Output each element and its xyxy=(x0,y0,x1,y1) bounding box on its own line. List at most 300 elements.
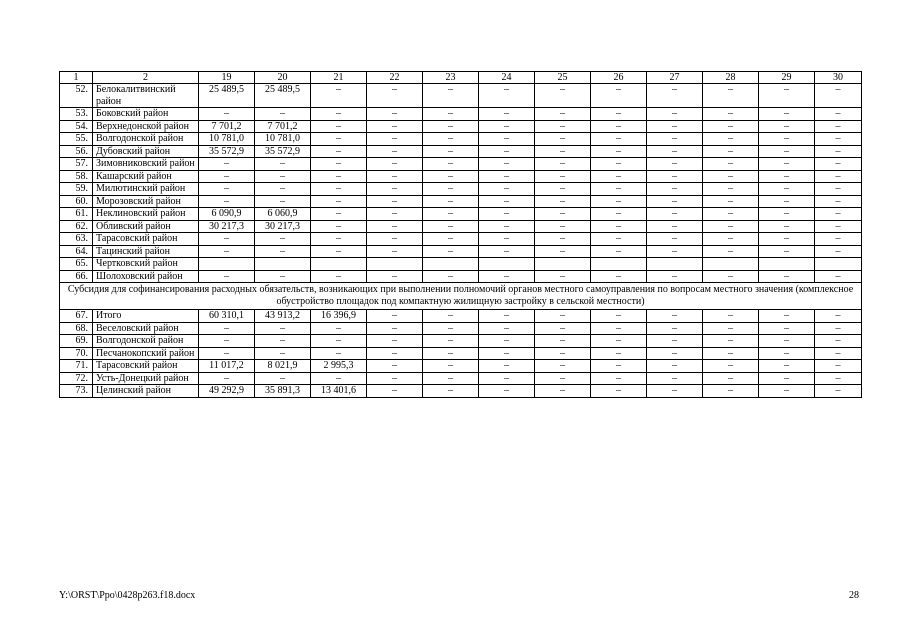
value-cell: 30 217,3 xyxy=(255,220,311,233)
value-cell: – xyxy=(367,133,423,146)
table-row xyxy=(60,120,862,133)
value-cell: – xyxy=(479,170,535,183)
value-cell: 10 781,0 xyxy=(255,133,311,146)
value-cell: 7 701,2 xyxy=(199,120,255,133)
table-row xyxy=(60,372,862,385)
value-cell: – xyxy=(647,385,703,398)
value-cell: – xyxy=(703,335,759,348)
district-name: Тарасовский район xyxy=(93,233,199,246)
value-cell: 25 489,5 xyxy=(199,84,255,108)
value-cell: – xyxy=(759,170,815,183)
value-cell xyxy=(647,258,703,271)
value-cell: – xyxy=(591,310,647,323)
value-cell: – xyxy=(479,360,535,373)
value-cell: – xyxy=(759,270,815,283)
district-name: Волгодонской район xyxy=(93,335,199,348)
value-cell: – xyxy=(591,84,647,108)
value-cell: – xyxy=(703,233,759,246)
value-cell: – xyxy=(367,347,423,360)
value-cell: – xyxy=(759,183,815,196)
district-name: Тарасовский район xyxy=(93,360,199,373)
value-cell: – xyxy=(535,360,591,373)
value-cell: – xyxy=(759,372,815,385)
value-cell: – xyxy=(199,158,255,171)
value-cell: – xyxy=(423,133,479,146)
value-cell: – xyxy=(815,360,862,373)
value-cell: – xyxy=(759,133,815,146)
value-cell: – xyxy=(591,183,647,196)
table-row xyxy=(60,385,862,398)
value-cell: – xyxy=(591,233,647,246)
value-cell: – xyxy=(815,372,862,385)
value-cell xyxy=(311,258,367,271)
page-number: 28 xyxy=(849,590,859,601)
row-number: 62. xyxy=(60,220,93,233)
value-cell: – xyxy=(367,120,423,133)
row-number: 57. xyxy=(60,158,93,171)
value-cell: – xyxy=(815,158,862,171)
table-row xyxy=(60,347,862,360)
column-header: 25 xyxy=(535,72,591,84)
district-name: Веселовский район xyxy=(93,322,199,335)
table-row xyxy=(60,335,862,348)
data-table xyxy=(59,71,862,398)
value-cell: – xyxy=(255,108,311,121)
value-cell: – xyxy=(647,84,703,108)
table-body xyxy=(60,72,862,398)
value-cell: – xyxy=(703,145,759,158)
value-cell: – xyxy=(199,347,255,360)
row-number: 67. xyxy=(60,310,93,323)
value-cell: – xyxy=(311,133,367,146)
value-cell: – xyxy=(423,270,479,283)
value-cell: – xyxy=(647,335,703,348)
value-cell: – xyxy=(479,183,535,196)
value-cell xyxy=(423,258,479,271)
column-header: 19 xyxy=(199,72,255,84)
value-cell: – xyxy=(591,347,647,360)
value-cell: – xyxy=(367,245,423,258)
value-cell: – xyxy=(535,220,591,233)
table-row xyxy=(60,84,862,108)
table-row xyxy=(60,322,862,335)
value-cell: – xyxy=(367,84,423,108)
value-cell: – xyxy=(591,170,647,183)
row-number: 69. xyxy=(60,335,93,348)
value-cell: – xyxy=(367,158,423,171)
value-cell: – xyxy=(423,183,479,196)
value-cell: – xyxy=(367,335,423,348)
value-cell: – xyxy=(703,120,759,133)
value-cell: 35 572,9 xyxy=(255,145,311,158)
value-cell: – xyxy=(255,270,311,283)
district-name: Волгодонской район xyxy=(93,133,199,146)
value-cell: – xyxy=(815,195,862,208)
value-cell: – xyxy=(367,233,423,246)
value-cell: – xyxy=(535,347,591,360)
value-cell: – xyxy=(311,183,367,196)
value-cell: – xyxy=(367,183,423,196)
value-cell: – xyxy=(647,322,703,335)
value-cell: – xyxy=(199,170,255,183)
value-cell: – xyxy=(591,120,647,133)
value-cell: – xyxy=(815,233,862,246)
table-row xyxy=(60,183,862,196)
value-cell: – xyxy=(703,372,759,385)
value-cell: – xyxy=(535,245,591,258)
value-cell: – xyxy=(423,347,479,360)
district-name: Неклиновский район xyxy=(93,208,199,221)
value-cell: – xyxy=(479,322,535,335)
value-cell: – xyxy=(647,183,703,196)
column-header: 2 xyxy=(93,72,199,84)
value-cell: – xyxy=(815,385,862,398)
value-cell: – xyxy=(815,335,862,348)
value-cell: – xyxy=(423,84,479,108)
value-cell: – xyxy=(255,245,311,258)
value-cell: – xyxy=(535,335,591,348)
row-number: 55. xyxy=(60,133,93,146)
value-cell: – xyxy=(703,270,759,283)
row-number: 68. xyxy=(60,322,93,335)
value-cell: – xyxy=(535,385,591,398)
value-cell: – xyxy=(535,233,591,246)
district-name: Морозовский район xyxy=(93,195,199,208)
value-cell: – xyxy=(703,385,759,398)
value-cell: – xyxy=(423,158,479,171)
value-cell: – xyxy=(535,270,591,283)
value-cell: – xyxy=(815,347,862,360)
row-number: 56. xyxy=(60,145,93,158)
value-cell: – xyxy=(423,245,479,258)
table-row xyxy=(60,233,862,246)
value-cell: – xyxy=(423,385,479,398)
value-cell: – xyxy=(311,158,367,171)
value-cell xyxy=(367,258,423,271)
value-cell: – xyxy=(759,385,815,398)
value-cell: 60 310,1 xyxy=(199,310,255,323)
value-cell: – xyxy=(423,310,479,323)
value-cell: – xyxy=(535,158,591,171)
value-cell: – xyxy=(311,372,367,385)
value-cell: – xyxy=(759,108,815,121)
value-cell: – xyxy=(815,84,862,108)
value-cell: – xyxy=(815,270,862,283)
value-cell: – xyxy=(535,170,591,183)
value-cell: – xyxy=(759,335,815,348)
value-cell: – xyxy=(367,208,423,221)
district-name: Чертковский район xyxy=(93,258,199,271)
value-cell: – xyxy=(647,360,703,373)
column-header: 22 xyxy=(367,72,423,84)
column-header: 21 xyxy=(311,72,367,84)
value-cell: – xyxy=(591,108,647,121)
row-number: 64. xyxy=(60,245,93,258)
value-cell: – xyxy=(423,120,479,133)
value-cell: – xyxy=(535,310,591,323)
value-cell: – xyxy=(479,270,535,283)
value-cell: – xyxy=(311,335,367,348)
value-cell: 30 217,3 xyxy=(199,220,255,233)
value-cell: – xyxy=(479,385,535,398)
value-cell: – xyxy=(199,372,255,385)
value-cell: – xyxy=(367,372,423,385)
district-name: Милютинский район xyxy=(93,183,199,196)
value-cell: – xyxy=(815,245,862,258)
row-number: 65. xyxy=(60,258,93,271)
value-cell: – xyxy=(199,108,255,121)
value-cell: – xyxy=(367,108,423,121)
value-cell: – xyxy=(815,120,862,133)
value-cell: 43 913,2 xyxy=(255,310,311,323)
value-cell: – xyxy=(479,108,535,121)
value-cell: – xyxy=(423,170,479,183)
column-header: 26 xyxy=(591,72,647,84)
value-cell: – xyxy=(591,322,647,335)
value-cell xyxy=(255,258,311,271)
footer-file-path: Y:\ORST\Ppo\0428p263.f18.docx xyxy=(59,590,196,601)
value-cell: – xyxy=(255,233,311,246)
value-cell: – xyxy=(367,360,423,373)
value-cell: 7 701,2 xyxy=(255,120,311,133)
value-cell: – xyxy=(759,208,815,221)
value-cell xyxy=(535,258,591,271)
value-cell: 13 401,6 xyxy=(311,385,367,398)
column-header: 30 xyxy=(815,72,862,84)
value-cell: – xyxy=(479,195,535,208)
row-number: 71. xyxy=(60,360,93,373)
value-cell: – xyxy=(703,220,759,233)
district-name: Зимовниковский район xyxy=(93,158,199,171)
district-name: Итого xyxy=(93,310,199,323)
value-cell: – xyxy=(255,372,311,385)
value-cell: – xyxy=(591,372,647,385)
value-cell: 35 891,3 xyxy=(255,385,311,398)
value-cell: – xyxy=(647,233,703,246)
value-cell: – xyxy=(759,145,815,158)
value-cell: – xyxy=(647,133,703,146)
value-cell: – xyxy=(311,84,367,108)
district-name: Целинский район xyxy=(93,385,199,398)
district-name: Белокалитвинский район xyxy=(93,84,199,108)
value-cell: – xyxy=(647,310,703,323)
value-cell: – xyxy=(367,270,423,283)
value-cell: – xyxy=(535,120,591,133)
value-cell: – xyxy=(479,120,535,133)
row-number: 70. xyxy=(60,347,93,360)
value-cell: – xyxy=(591,385,647,398)
value-cell: – xyxy=(647,108,703,121)
value-cell: – xyxy=(423,108,479,121)
column-header: 1 xyxy=(60,72,93,84)
value-cell xyxy=(199,258,255,271)
value-cell xyxy=(703,258,759,271)
value-cell xyxy=(479,258,535,271)
value-cell: – xyxy=(311,270,367,283)
value-cell: – xyxy=(647,120,703,133)
value-cell: – xyxy=(199,183,255,196)
table-row xyxy=(60,220,862,233)
value-cell: – xyxy=(367,170,423,183)
table-row xyxy=(60,133,862,146)
value-cell: – xyxy=(647,220,703,233)
value-cell: – xyxy=(703,170,759,183)
district-name: Шолоховский район xyxy=(93,270,199,283)
table-row xyxy=(60,310,862,323)
value-cell: – xyxy=(535,108,591,121)
value-cell: – xyxy=(367,220,423,233)
value-cell: – xyxy=(815,170,862,183)
value-cell: – xyxy=(199,233,255,246)
value-cell: – xyxy=(647,372,703,385)
value-cell: – xyxy=(479,84,535,108)
value-cell: – xyxy=(367,195,423,208)
value-cell xyxy=(815,258,862,271)
value-cell: – xyxy=(647,170,703,183)
value-cell: – xyxy=(759,347,815,360)
row-number: 73. xyxy=(60,385,93,398)
value-cell: 25 489,5 xyxy=(255,84,311,108)
value-cell: – xyxy=(703,84,759,108)
value-cell: – xyxy=(199,270,255,283)
value-cell: – xyxy=(759,195,815,208)
value-cell: – xyxy=(815,310,862,323)
value-cell: – xyxy=(591,195,647,208)
district-name: Усть-Донецкий район xyxy=(93,372,199,385)
value-cell: – xyxy=(591,133,647,146)
row-number: 63. xyxy=(60,233,93,246)
value-cell: – xyxy=(255,195,311,208)
value-cell: – xyxy=(255,158,311,171)
value-cell: – xyxy=(479,220,535,233)
value-cell: – xyxy=(647,270,703,283)
value-cell: 49 292,9 xyxy=(199,385,255,398)
column-header: 23 xyxy=(423,72,479,84)
column-header: 20 xyxy=(255,72,311,84)
value-cell: 11 017,2 xyxy=(199,360,255,373)
value-cell: – xyxy=(479,208,535,221)
value-cell: – xyxy=(815,108,862,121)
value-cell: – xyxy=(591,360,647,373)
value-cell: – xyxy=(311,347,367,360)
column-header: 29 xyxy=(759,72,815,84)
value-cell: – xyxy=(759,120,815,133)
value-cell: – xyxy=(535,208,591,221)
value-cell: – xyxy=(199,335,255,348)
value-cell: – xyxy=(535,322,591,335)
value-cell: – xyxy=(591,270,647,283)
value-cell: – xyxy=(647,158,703,171)
value-cell: – xyxy=(703,360,759,373)
table-row xyxy=(60,108,862,121)
value-cell: – xyxy=(703,208,759,221)
value-cell: – xyxy=(423,208,479,221)
value-cell: – xyxy=(647,208,703,221)
table-row xyxy=(60,258,862,271)
value-cell: – xyxy=(759,84,815,108)
value-cell: – xyxy=(759,310,815,323)
value-cell: – xyxy=(703,133,759,146)
value-cell: – xyxy=(423,372,479,385)
value-cell: – xyxy=(479,245,535,258)
value-cell: – xyxy=(423,145,479,158)
table-row xyxy=(60,145,862,158)
value-cell xyxy=(759,258,815,271)
value-cell: – xyxy=(311,233,367,246)
value-cell: – xyxy=(703,183,759,196)
value-cell: 35 572,9 xyxy=(199,145,255,158)
column-header: 27 xyxy=(647,72,703,84)
value-cell: – xyxy=(815,183,862,196)
value-cell: – xyxy=(255,335,311,348)
value-cell: – xyxy=(479,145,535,158)
value-cell: – xyxy=(591,245,647,258)
value-cell: – xyxy=(535,183,591,196)
value-cell: – xyxy=(815,220,862,233)
value-cell: – xyxy=(815,133,862,146)
table-row xyxy=(60,158,862,171)
value-cell: – xyxy=(311,220,367,233)
value-cell: – xyxy=(311,170,367,183)
column-header: 24 xyxy=(479,72,535,84)
district-name: Верхнедонской район xyxy=(93,120,199,133)
value-cell: – xyxy=(423,220,479,233)
value-cell: – xyxy=(479,233,535,246)
table-row xyxy=(60,270,862,283)
value-cell: – xyxy=(815,208,862,221)
district-name: Боковский район xyxy=(93,108,199,121)
value-cell: – xyxy=(759,220,815,233)
value-cell: – xyxy=(255,322,311,335)
value-cell: – xyxy=(759,322,815,335)
value-cell: – xyxy=(255,170,311,183)
value-cell: – xyxy=(367,385,423,398)
value-cell: – xyxy=(591,145,647,158)
value-cell: – xyxy=(759,233,815,246)
value-cell: – xyxy=(423,195,479,208)
value-cell: 8 021,9 xyxy=(255,360,311,373)
value-cell: – xyxy=(479,335,535,348)
value-cell: – xyxy=(535,145,591,158)
row-number: 53. xyxy=(60,108,93,121)
value-cell: – xyxy=(535,133,591,146)
value-cell: – xyxy=(759,360,815,373)
value-cell: – xyxy=(479,310,535,323)
value-cell: – xyxy=(591,335,647,348)
value-cell: – xyxy=(703,195,759,208)
value-cell: 16 396,9 xyxy=(311,310,367,323)
value-cell: 2 995,3 xyxy=(311,360,367,373)
value-cell: – xyxy=(647,347,703,360)
value-cell: – xyxy=(535,84,591,108)
value-cell: – xyxy=(647,245,703,258)
value-cell: – xyxy=(311,120,367,133)
value-cell: – xyxy=(423,322,479,335)
section-row xyxy=(60,283,862,310)
value-cell: – xyxy=(479,133,535,146)
row-number: 60. xyxy=(60,195,93,208)
value-cell: – xyxy=(535,195,591,208)
value-cell: – xyxy=(703,108,759,121)
district-name: Песчанокопский район xyxy=(93,347,199,360)
value-cell: – xyxy=(815,322,862,335)
column-header: 28 xyxy=(703,72,759,84)
row-number: 59. xyxy=(60,183,93,196)
value-cell: – xyxy=(703,158,759,171)
district-name: Кашарский район xyxy=(93,170,199,183)
value-cell: – xyxy=(311,195,367,208)
value-cell: – xyxy=(591,220,647,233)
